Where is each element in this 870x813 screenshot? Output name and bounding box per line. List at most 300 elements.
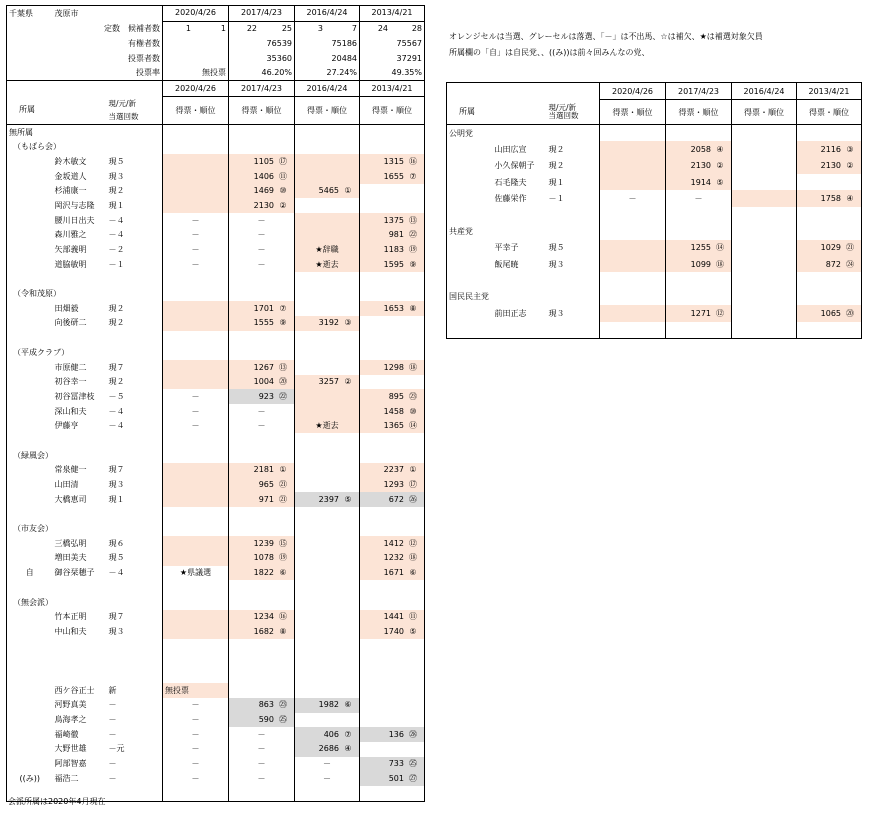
blank-cell [163, 331, 229, 346]
candidate-name: 小久保朝子 [494, 161, 535, 171]
vote-cell [229, 198, 295, 213]
stat-value [295, 21, 360, 36]
count-label: 当選回数 [108, 112, 139, 122]
blank-cell [666, 207, 732, 223]
candidate-status: 現７ [107, 610, 163, 625]
vote-cell [360, 316, 425, 331]
date-header: 2013/4/21 [797, 83, 862, 100]
vote-cell: ★辞職 [295, 243, 360, 258]
rank-mark: ㉕ [409, 759, 417, 769]
candidate-status: 現２ [107, 184, 163, 199]
footer-note: 会派所属は2020年4月現在 [8, 797, 106, 806]
blank-cell [7, 81, 53, 97]
blank-cell [360, 786, 425, 801]
candidate-row [7, 257, 425, 272]
vote-count: 895 [388, 391, 404, 401]
vote-cell [360, 536, 425, 551]
vote-cell [600, 256, 666, 272]
vote-count: 2397 [318, 494, 339, 504]
blank-cell [229, 287, 295, 302]
rank-mark: ⑯ [409, 156, 417, 166]
vote-count: 1406 [253, 171, 274, 181]
vote-cell [295, 698, 360, 713]
stat-sub-value: 24 [377, 24, 388, 34]
stat-main-value: 76539 [266, 38, 292, 48]
blank-cell [295, 522, 360, 537]
vote-cell [163, 624, 229, 639]
vote-cell [360, 478, 425, 493]
vote-count: 1183 [383, 245, 404, 255]
votes-header: 得票・順位 [229, 97, 295, 125]
group-label [7, 580, 163, 595]
vote-cell: － [600, 190, 666, 206]
vote-cell [229, 478, 295, 493]
note-1: オレンジセルは当選、グレーセルは落選、「－」は不出馬、☆は補欠、★は補選対象欠員 [449, 32, 763, 41]
vote-cell: ★逝去 [295, 419, 360, 434]
date-header: 2016/4/24 [295, 6, 360, 22]
candidate-status: 現７ [107, 463, 163, 478]
vote-cell [229, 301, 295, 316]
vote-cell [360, 624, 425, 639]
blank-cell [229, 331, 295, 346]
rank-mark: ㉒ [409, 230, 417, 240]
vote-cell [295, 228, 360, 243]
blank-cell [163, 639, 229, 654]
blank-cell [797, 124, 862, 141]
party-mark [7, 713, 53, 728]
vote-cell: － [229, 757, 295, 772]
group-label [7, 272, 163, 287]
vote-cell [360, 375, 425, 390]
vote-cell [360, 243, 425, 258]
blank-cell [360, 639, 425, 654]
candidate-status: －元 [107, 742, 163, 757]
vote-cell [229, 536, 295, 551]
vote-cell [229, 698, 295, 713]
rank-mark: ② [279, 200, 287, 210]
candidate-status: 現１ [107, 492, 163, 507]
rank-mark: ⑳ [846, 308, 854, 318]
stat-value [229, 51, 295, 66]
vote-count: 872 [825, 259, 841, 269]
candidate-row [7, 727, 425, 742]
vote-cell: － [163, 757, 229, 772]
vote-count: 1004 [253, 377, 274, 387]
vote-cell [360, 213, 425, 228]
rank-mark: ⑥ [279, 568, 287, 578]
vote-cell: ★逝去 [295, 257, 360, 272]
candidate-row [7, 360, 425, 375]
vote-cell [360, 360, 425, 375]
blank-cell [163, 345, 229, 360]
candidate-row [447, 174, 862, 190]
vote-cell [295, 375, 360, 390]
blank-cell [797, 272, 862, 288]
vote-cell [360, 742, 425, 757]
stat-main-value: 27.24% [326, 68, 357, 78]
candidate-row [447, 240, 862, 256]
blank-cell [163, 580, 229, 595]
blank-cell [107, 81, 163, 97]
vote-cell: － [229, 419, 295, 434]
vote-cell [229, 624, 295, 639]
group-label [7, 507, 163, 522]
candidate-status: 現１ [547, 174, 600, 190]
blank-cell [360, 522, 425, 537]
vote-count: 2686 [318, 744, 339, 754]
blank-cell [229, 448, 295, 463]
blank-cell [732, 289, 797, 305]
candidate-name: 竹本正明 [54, 612, 87, 622]
candidate-name: 平幸子 [494, 243, 519, 253]
date-header: 2017/4/23 [666, 83, 732, 100]
rank-mark: ② [716, 161, 724, 171]
stat-value [295, 66, 360, 81]
vote-cell [360, 771, 425, 786]
vote-count: 406 [323, 729, 339, 739]
rank-mark: ③ [846, 144, 854, 154]
votes-header: 得票・順位 [295, 97, 360, 125]
rank-mark: ⑲ [279, 553, 287, 563]
candidate-name: 石毛隆夫 [494, 177, 527, 187]
vote-cell [295, 683, 360, 698]
votes-header: 得票・順位 [732, 100, 797, 125]
date-header: 2020/4/26 [163, 81, 229, 97]
candidate-status: － [107, 757, 163, 772]
group-label [7, 639, 163, 654]
rank-mark: ⑨ [409, 259, 417, 269]
status-header [547, 100, 600, 125]
blank-cell [7, 21, 53, 36]
date-header: 2013/4/21 [360, 81, 425, 97]
vote-cell: － [295, 757, 360, 772]
vote-cell [295, 727, 360, 742]
rank-mark: ㉑ [279, 480, 287, 490]
vote-cell: － [229, 243, 295, 258]
vote-count: 1982 [318, 700, 339, 710]
candidate-row [7, 698, 425, 713]
vote-cell [295, 478, 360, 493]
vote-cell [360, 404, 425, 419]
blank-cell [229, 654, 295, 669]
date-header: 2017/4/23 [229, 81, 295, 97]
rank-mark: ② [846, 161, 854, 171]
vote-cell [163, 478, 229, 493]
vote-cell [666, 158, 732, 174]
group-label: （無会派） [7, 595, 163, 610]
candidate-status: － [107, 698, 163, 713]
blank-cell [295, 125, 360, 140]
vote-cell [360, 198, 425, 213]
candidate-name: 福崎徹 [54, 729, 79, 739]
count-label: 当選回数 [548, 110, 579, 120]
vote-count: 1271 [690, 308, 711, 318]
vote-cell [229, 463, 295, 478]
vote-cell [163, 360, 229, 375]
candidate-name: 中山和夫 [54, 626, 87, 636]
rank-mark: ㉓ [279, 700, 287, 710]
vote-count: 971 [258, 494, 274, 504]
vote-cell: 無投票 [163, 683, 229, 698]
right-results-table [446, 82, 862, 339]
vote-count: 1412 [383, 538, 404, 548]
candidate-name: 金坂道人 [54, 171, 87, 181]
vote-count: 923 [258, 391, 274, 401]
vote-cell [666, 240, 732, 256]
candidate-name: 御谷栞穂子 [54, 568, 95, 578]
rank-mark: ⑧ [279, 626, 287, 636]
stat-label: 投票者数 [53, 51, 163, 66]
rank-mark: ⑲ [409, 245, 417, 255]
group-label [447, 272, 600, 288]
date-header: 2013/4/21 [360, 6, 425, 22]
vote-count: 1555 [253, 318, 274, 328]
vote-cell [797, 240, 862, 256]
blank-cell [163, 786, 229, 801]
vote-cell [600, 240, 666, 256]
vote-count: 1469 [253, 186, 274, 196]
rank-mark: ⑦ [409, 171, 417, 181]
blank-cell [666, 272, 732, 288]
stat-main-value: 49.35% [391, 68, 422, 78]
blank-cell [732, 207, 797, 223]
blank-cell [360, 595, 425, 610]
vote-count: 2130 [820, 161, 841, 171]
blank-cell [229, 668, 295, 683]
vote-cell [360, 228, 425, 243]
vote-cell: － [163, 257, 229, 272]
party-mark [7, 492, 53, 507]
group-label: （もばら会） [7, 140, 163, 155]
blank-cell [295, 507, 360, 522]
blank-cell [360, 654, 425, 669]
vote-cell [163, 492, 229, 507]
vote-cell [163, 536, 229, 551]
date-header: 2016/4/24 [295, 81, 360, 97]
candidate-row [7, 301, 425, 316]
rank-mark: ⑥ [344, 700, 352, 710]
candidate-status: 現５ [547, 240, 600, 256]
candidate-row [447, 158, 862, 174]
blank-cell [360, 580, 425, 595]
status-header [107, 97, 163, 125]
group-label [447, 207, 600, 223]
vote-count: 3192 [318, 318, 339, 328]
group-label: 無所属 [7, 125, 163, 140]
stat-value [163, 21, 229, 36]
prefecture-cell: 千葉県 [7, 6, 53, 22]
vote-cell [360, 492, 425, 507]
rank-mark: ⑤ [716, 177, 724, 187]
candidate-status: 現３ [107, 169, 163, 184]
blank-cell [547, 83, 600, 100]
blank-cell [7, 66, 53, 81]
rank-mark: ④ [846, 194, 854, 204]
group-label: （市友会） [7, 522, 163, 537]
candidate-row [7, 198, 425, 213]
stat-value [229, 21, 295, 36]
stat-main-value: 75186 [331, 38, 357, 48]
candidate-name: 伊藤亨 [54, 421, 79, 431]
affil-header: 所属 [7, 97, 107, 125]
party-mark [7, 301, 53, 316]
vote-count: 1099 [690, 259, 711, 269]
candidate-status: －４ [107, 213, 163, 228]
stat-main-value: 35360 [266, 53, 292, 63]
blank-cell [360, 287, 425, 302]
blank-cell [295, 668, 360, 683]
group-label [7, 654, 163, 669]
candidate-row [7, 536, 425, 551]
blank-cell [600, 272, 666, 288]
rank-mark: ㉕ [279, 715, 287, 725]
candidate-row [447, 190, 862, 206]
candidate-name: 大野世雄 [54, 744, 87, 754]
vote-count: 1298 [383, 362, 404, 372]
vote-cell [229, 389, 295, 404]
vote-cell [229, 375, 295, 390]
blank-cell [797, 289, 862, 305]
vote-count: 2130 [690, 161, 711, 171]
stat-value [163, 51, 229, 66]
blank-cell [732, 272, 797, 288]
blank-cell [360, 448, 425, 463]
group-label [7, 433, 163, 448]
stat-main-value: 75567 [396, 38, 422, 48]
stat-value [360, 21, 425, 36]
vote-cell [797, 256, 862, 272]
candidate-row [7, 463, 425, 478]
blank-cell [360, 507, 425, 522]
vote-count: 2116 [820, 144, 841, 154]
candidate-name: 道脇敏明 [54, 259, 87, 269]
candidate-name: 鈴木敏文 [54, 156, 87, 166]
blank-cell [797, 322, 862, 339]
rank-mark: ⑰ [279, 156, 287, 166]
party-mark [7, 257, 53, 272]
vote-cell: － [229, 404, 295, 419]
vote-count: 2058 [690, 144, 711, 154]
vote-cell [295, 404, 360, 419]
blank-cell [295, 287, 360, 302]
candidate-name: 阿部智嘉 [54, 759, 87, 769]
blank-cell [163, 595, 229, 610]
vote-count: 136 [388, 729, 404, 739]
candidate-name: 佐藤栄作 [494, 194, 527, 204]
left-results-table [6, 5, 425, 802]
party-mark [7, 757, 53, 772]
rank-mark: ④ [344, 744, 352, 754]
candidate-row [7, 243, 425, 258]
candidate-status: 現５ [107, 154, 163, 169]
vote-cell [295, 463, 360, 478]
party-mark: 自 [7, 566, 53, 581]
vote-cell [732, 305, 797, 321]
rank-mark: ⑭ [716, 243, 724, 253]
vote-cell [666, 141, 732, 157]
rank-mark: ① [344, 186, 352, 196]
vote-cell [295, 566, 360, 581]
candidate-row [447, 256, 862, 272]
votes-header: 得票・順位 [360, 97, 425, 125]
rank-mark: ⑭ [409, 421, 417, 431]
candidate-row [7, 228, 425, 243]
vote-cell [600, 174, 666, 190]
date-header: 2020/4/26 [163, 6, 229, 22]
vote-count: 1458 [383, 406, 404, 416]
candidate-status: 現６ [107, 536, 163, 551]
rank-mark: ⑰ [409, 480, 417, 490]
candidate-row [7, 478, 425, 493]
vote-cell [163, 154, 229, 169]
stat-value [360, 51, 425, 66]
stat-value [360, 36, 425, 51]
rank-mark: ⑳ [279, 377, 287, 387]
candidate-status: 現１ [107, 198, 163, 213]
blank-cell [600, 289, 666, 305]
blank-cell [295, 331, 360, 346]
candidate-row [7, 551, 425, 566]
candidate-status: －１ [107, 257, 163, 272]
party-mark [7, 169, 53, 184]
candidate-name: 市原健二 [54, 362, 87, 372]
blank-cell [360, 668, 425, 683]
party-mark [7, 683, 53, 698]
candidate-status: － [107, 771, 163, 786]
vote-cell: － [229, 257, 295, 272]
blank-cell [163, 125, 229, 140]
candidate-name: 鳥海孝之 [54, 715, 87, 725]
party-mark [7, 404, 53, 419]
blank-cell [295, 654, 360, 669]
party-group-label: 国民民主党 [447, 289, 600, 305]
candidate-name: 初谷幸一 [54, 377, 87, 387]
rank-mark: ① [409, 465, 417, 475]
vote-count: 1653 [383, 303, 404, 313]
blank-cell [295, 580, 360, 595]
blank-cell [360, 272, 425, 287]
rank-mark: ⑬ [279, 362, 287, 372]
vote-cell [229, 683, 295, 698]
vote-cell [732, 256, 797, 272]
rank-mark: ⑪ [409, 612, 417, 622]
blank-cell [360, 125, 425, 140]
blank-cell [295, 639, 360, 654]
candidate-row [7, 316, 425, 331]
candidate-row [7, 154, 425, 169]
vote-cell [163, 375, 229, 390]
vote-cell [666, 305, 732, 321]
vote-cell [600, 305, 666, 321]
candidate-status: 現３ [547, 305, 600, 321]
vote-count: 5465 [318, 186, 339, 196]
vote-count: 2181 [253, 465, 274, 475]
vote-cell [797, 190, 862, 206]
candidate-status: 現２ [107, 316, 163, 331]
vote-cell [295, 610, 360, 625]
candidate-name: 山田清 [54, 480, 79, 490]
vote-count: 1758 [820, 194, 841, 204]
party-mark [7, 478, 53, 493]
party-mark [7, 228, 53, 243]
vote-cell: － [163, 419, 229, 434]
vote-cell: － [163, 713, 229, 728]
party-mark [447, 305, 493, 321]
blank-cell [295, 786, 360, 801]
vote-cell: － [229, 742, 295, 757]
candidate-row [7, 610, 425, 625]
rank-mark: ㉘ [409, 729, 417, 739]
